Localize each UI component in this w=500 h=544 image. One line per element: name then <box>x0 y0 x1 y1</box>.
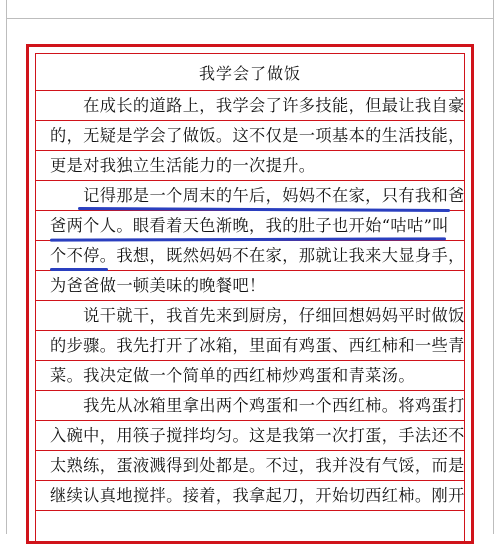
essay-line: 在成长的道路上，我学会了许多技能，但最让我自豪 <box>50 96 465 115</box>
essay-line: 的步骤。我先打开了冰箱，里面有鸡蛋、西红柿和一些青 <box>50 336 465 355</box>
essay-line: 继续认真地搅拌。接着，我拿起刀，开始切西红柿。刚开 <box>50 486 465 505</box>
annotation-underline <box>50 268 108 271</box>
page-edge-left <box>6 0 7 534</box>
essay-line: 的，无疑是学会了做饭。这不仅是一项基本的生活技能， <box>50 126 465 145</box>
essay-line: 说干就干，我首先来到厨房，仔细回想妈妈平时做饭 <box>50 306 465 325</box>
essay-line: 爸两个人。眼看着天色渐晚，我的肚子也开始“咕咕”叫 <box>50 216 449 235</box>
essay-line: 入碗中，用筷子搅拌均匀。这是我第一次打蛋，手法还不 <box>50 426 465 445</box>
essay-line: 记得那是一个周末的午后，妈妈不在家，只有我和爸 <box>50 186 465 205</box>
page-edge-top <box>6 18 494 19</box>
essay-line: 我先从冰箱里拿出两个鸡蛋和一个西红柿。将鸡蛋打 <box>50 396 465 415</box>
page-edge-right <box>493 0 494 534</box>
essay-line: 更是对我独立生活能力的一次提升。 <box>50 156 316 175</box>
essay-line: 为爸爸做一顿美味的晚餐吧！ <box>50 276 266 295</box>
essay-line: 太熟练，蛋液溅得到处都是。不过，我并没有气馁，而是 <box>50 456 465 475</box>
essay-line: 菜。我决定做一个简单的西红柿炒鸡蛋和青菜汤。 <box>50 366 415 385</box>
essay-line: 个不停。我想，既然妈妈不在家，那就让我来大显身手， <box>50 246 465 265</box>
essay-title: 我学会了做饭 <box>198 64 301 83</box>
